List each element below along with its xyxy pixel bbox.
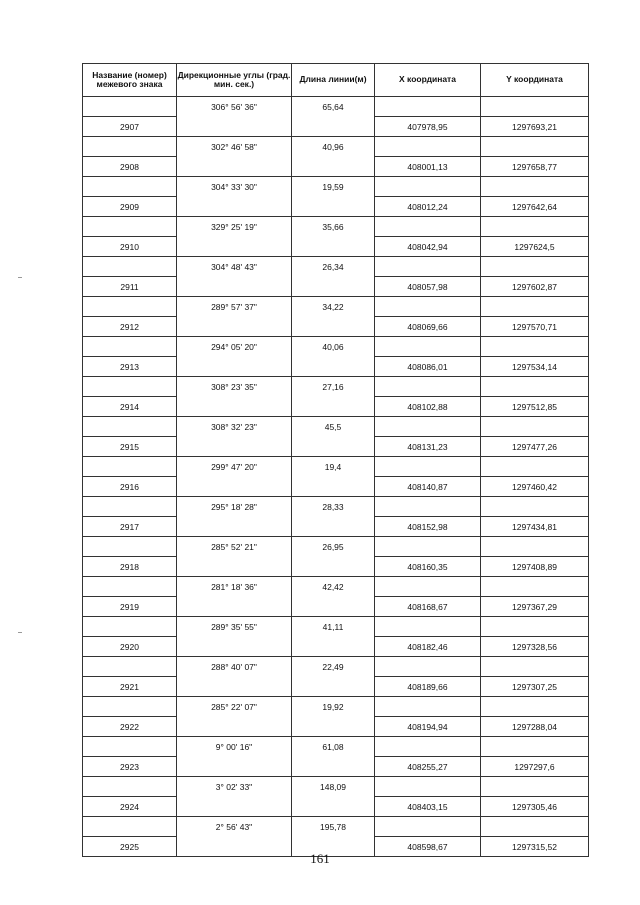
cell-x-coordinate: 408001,13: [375, 157, 481, 177]
cell-line-length: [292, 717, 375, 737]
table-row: [83, 637, 589, 657]
cell-direction-angle: 281° 18' 36": [177, 577, 292, 597]
cell-line-length: 45,5: [292, 417, 375, 437]
cell-direction-angle: [177, 797, 292, 817]
cell-direction-angle: 308° 32' 23": [177, 417, 292, 437]
cell-mark-name: [83, 777, 177, 797]
table-body: [83, 97, 589, 857]
table-row: [83, 357, 589, 377]
cell-mark-name: [83, 97, 177, 117]
table-row: [83, 177, 589, 197]
cell-y-coordinate: 1297642,64: [481, 197, 589, 217]
cell-mark-name: [83, 737, 177, 757]
cell-direction-angle: 308° 23' 35": [177, 377, 292, 397]
cell-y-coordinate: 1297307,25: [481, 677, 589, 697]
table-row: [83, 497, 589, 517]
cell-mark-name: 2912: [83, 317, 177, 337]
cell-y-coordinate: [481, 497, 589, 517]
cell-line-length: [292, 797, 375, 817]
cell-line-length: 35,66: [292, 217, 375, 237]
table-row: [83, 317, 589, 337]
cell-x-coordinate: 408160,35: [375, 557, 481, 577]
table-row: [83, 277, 589, 297]
cell-mark-name: [83, 457, 177, 477]
cell-mark-name: 2909: [83, 197, 177, 217]
cell-line-length: 22,49: [292, 657, 375, 677]
table-row: [83, 797, 589, 817]
cell-mark-name: 2918: [83, 557, 177, 577]
cell-x-coordinate: 408131,23: [375, 437, 481, 457]
cell-mark-name: [83, 177, 177, 197]
cell-y-coordinate: 1297658,77: [481, 157, 589, 177]
cell-x-coordinate: [375, 257, 481, 277]
cell-direction-angle: [177, 277, 292, 297]
cell-direction-angle: 304° 33' 30": [177, 177, 292, 197]
cell-mark-name: 2915: [83, 437, 177, 457]
cell-mark-name: [83, 537, 177, 557]
cell-x-coordinate: [375, 697, 481, 717]
cell-mark-name: [83, 497, 177, 517]
cell-line-length: [292, 237, 375, 257]
cell-direction-angle: [177, 477, 292, 497]
cell-direction-angle: [177, 517, 292, 537]
cell-line-length: [292, 117, 375, 137]
table-row: [83, 97, 589, 117]
table-row: [83, 137, 589, 157]
cell-direction-angle: [177, 597, 292, 617]
cell-y-coordinate: 1297512,85: [481, 397, 589, 417]
cell-line-length: 26,95: [292, 537, 375, 557]
cell-y-coordinate: [481, 577, 589, 597]
cell-direction-angle: 2° 56' 43": [177, 817, 292, 837]
cell-direction-angle: 285° 22' 07": [177, 697, 292, 717]
cell-y-coordinate: [481, 217, 589, 237]
cell-direction-angle: [177, 557, 292, 577]
cell-direction-angle: [177, 197, 292, 217]
cell-direction-angle: 289° 35' 55": [177, 617, 292, 637]
cell-x-coordinate: [375, 297, 481, 317]
cell-line-length: 42,42: [292, 577, 375, 597]
table-row: [83, 377, 589, 397]
cell-x-coordinate: 408057,98: [375, 277, 481, 297]
header-line-length: Длина линии(м): [292, 64, 375, 97]
cell-x-coordinate: 408102,88: [375, 397, 481, 417]
cell-y-coordinate: 1297570,71: [481, 317, 589, 337]
table-row: [83, 157, 589, 177]
cell-y-coordinate: 1297315,52: [481, 837, 589, 857]
header-y-coordinate: Y координата: [481, 64, 589, 97]
cell-line-length: 65,64: [292, 97, 375, 117]
cell-x-coordinate: 408042,94: [375, 237, 481, 257]
table-row: [83, 397, 589, 417]
table-row: [83, 297, 589, 317]
cell-y-coordinate: [481, 617, 589, 637]
cell-mark-name: 2910: [83, 237, 177, 257]
cell-y-coordinate: [481, 537, 589, 557]
cell-line-length: [292, 557, 375, 577]
cell-x-coordinate: 408194,94: [375, 717, 481, 737]
cell-x-coordinate: [375, 497, 481, 517]
cell-direction-angle: [177, 397, 292, 417]
cell-x-coordinate: 408012,24: [375, 197, 481, 217]
cell-line-length: [292, 437, 375, 457]
table-row: [83, 217, 589, 237]
cell-direction-angle: 3° 02' 33": [177, 777, 292, 797]
cell-mark-name: [83, 377, 177, 397]
cell-line-length: [292, 157, 375, 177]
cell-y-coordinate: 1297624,5: [481, 237, 589, 257]
cell-x-coordinate: [375, 337, 481, 357]
boundary-coordinates-table: [82, 63, 589, 857]
cell-line-length: [292, 677, 375, 697]
cell-direction-angle: 285° 52' 21": [177, 537, 292, 557]
cell-x-coordinate: 408069,66: [375, 317, 481, 337]
cell-y-coordinate: [481, 97, 589, 117]
cell-line-length: [292, 397, 375, 417]
table-row: [83, 417, 589, 437]
cell-mark-name: [83, 297, 177, 317]
header-mark-name: Название (номер) межевого знака: [83, 64, 177, 97]
cell-line-length: 19,4: [292, 457, 375, 477]
cell-mark-name: [83, 137, 177, 157]
cell-line-length: [292, 637, 375, 657]
cell-y-coordinate: [481, 177, 589, 197]
cell-line-length: 19,92: [292, 697, 375, 717]
cell-direction-angle: [177, 437, 292, 457]
cell-line-length: 26,34: [292, 257, 375, 277]
cell-y-coordinate: [481, 457, 589, 477]
cell-y-coordinate: [481, 257, 589, 277]
table-row: [83, 457, 589, 477]
cell-x-coordinate: 408086,01: [375, 357, 481, 377]
cell-x-coordinate: [375, 217, 481, 237]
cell-mark-name: 2925: [83, 837, 177, 857]
cell-mark-name: 2908: [83, 157, 177, 177]
cell-mark-name: 2924: [83, 797, 177, 817]
cell-direction-angle: [177, 117, 292, 137]
cell-direction-angle: 9° 00' 16": [177, 737, 292, 757]
cell-mark-name: 2907: [83, 117, 177, 137]
cell-x-coordinate: 408152,98: [375, 517, 481, 537]
cell-mark-name: [83, 617, 177, 637]
binding-mark: [18, 277, 22, 278]
cell-y-coordinate: 1297477,26: [481, 437, 589, 457]
table-row: [83, 677, 589, 697]
cell-y-coordinate: 1297434,81: [481, 517, 589, 537]
table-row: [83, 117, 589, 137]
cell-x-coordinate: [375, 417, 481, 437]
cell-x-coordinate: 408140,87: [375, 477, 481, 497]
table-row: [83, 237, 589, 257]
cell-direction-angle: [177, 637, 292, 657]
cell-y-coordinate: 1297460,42: [481, 477, 589, 497]
cell-line-length: [292, 197, 375, 217]
cell-x-coordinate: [375, 737, 481, 757]
cell-x-coordinate: 408189,66: [375, 677, 481, 697]
table-row: [83, 717, 589, 737]
cell-mark-name: 2922: [83, 717, 177, 737]
cell-direction-angle: [177, 317, 292, 337]
cell-y-coordinate: 1297297,6: [481, 757, 589, 777]
table-row: [83, 337, 589, 357]
table-row: [83, 197, 589, 217]
table-row: [83, 817, 589, 837]
cell-mark-name: 2911: [83, 277, 177, 297]
cell-mark-name: [83, 417, 177, 437]
cell-y-coordinate: 1297328,56: [481, 637, 589, 657]
table-row: [83, 737, 589, 757]
cell-line-length: 195,78: [292, 817, 375, 837]
cell-line-length: 34,22: [292, 297, 375, 317]
cell-line-length: 19,59: [292, 177, 375, 197]
cell-mark-name: [83, 337, 177, 357]
cell-x-coordinate: [375, 457, 481, 477]
table-row: [83, 257, 589, 277]
cell-y-coordinate: [481, 697, 589, 717]
cell-line-length: 28,33: [292, 497, 375, 517]
table-header-row: [83, 64, 589, 97]
cell-line-length: [292, 277, 375, 297]
cell-direction-angle: [177, 757, 292, 777]
cell-line-length: 40,96: [292, 137, 375, 157]
page-number: 161: [310, 851, 330, 866]
cell-mark-name: 2923: [83, 757, 177, 777]
cell-y-coordinate: 1297408,89: [481, 557, 589, 577]
cell-x-coordinate: 408168,67: [375, 597, 481, 617]
cell-mark-name: 2913: [83, 357, 177, 377]
cell-direction-angle: [177, 237, 292, 257]
cell-line-length: 27,16: [292, 377, 375, 397]
cell-y-coordinate: [481, 777, 589, 797]
table-row: [83, 777, 589, 797]
cell-mark-name: [83, 657, 177, 677]
table-row: [83, 517, 589, 537]
table-row: [83, 437, 589, 457]
cell-line-length: [292, 597, 375, 617]
cell-direction-angle: [177, 157, 292, 177]
cell-mark-name: 2917: [83, 517, 177, 537]
cell-direction-angle: [177, 677, 292, 697]
cell-line-length: 61,08: [292, 737, 375, 757]
cell-y-coordinate: 1297693,21: [481, 117, 589, 137]
cell-direction-angle: 304° 48' 43": [177, 257, 292, 277]
cell-x-coordinate: [375, 97, 481, 117]
cell-y-coordinate: 1297288,04: [481, 717, 589, 737]
cell-y-coordinate: [481, 297, 589, 317]
cell-line-length: 40,06: [292, 337, 375, 357]
cell-line-length: [292, 317, 375, 337]
cell-mark-name: 2920: [83, 637, 177, 657]
cell-y-coordinate: [481, 337, 589, 357]
cell-y-coordinate: [481, 137, 589, 157]
cell-x-coordinate: [375, 817, 481, 837]
cell-x-coordinate: [375, 377, 481, 397]
cell-x-coordinate: [375, 617, 481, 637]
cell-line-length: [292, 517, 375, 537]
table-row: [83, 657, 589, 677]
table-row: [83, 757, 589, 777]
cell-y-coordinate: 1297602,87: [481, 277, 589, 297]
cell-mark-name: 2916: [83, 477, 177, 497]
cell-y-coordinate: [481, 417, 589, 437]
cell-line-length: [292, 477, 375, 497]
cell-x-coordinate: 408255,27: [375, 757, 481, 777]
table-row: [83, 577, 589, 597]
table-row: [83, 697, 589, 717]
cell-x-coordinate: 408182,46: [375, 637, 481, 657]
cell-direction-angle: 306° 56' 36": [177, 97, 292, 117]
cell-x-coordinate: [375, 537, 481, 557]
cell-line-length: [292, 357, 375, 377]
header-direction-angle: Дирекционные углы (град. мин. сек.): [177, 64, 292, 97]
cell-direction-angle: 295° 18' 28": [177, 497, 292, 517]
cell-y-coordinate: [481, 377, 589, 397]
cell-x-coordinate: [375, 177, 481, 197]
cell-y-coordinate: [481, 657, 589, 677]
cell-x-coordinate: [375, 137, 481, 157]
cell-line-length: 148,09: [292, 777, 375, 797]
cell-mark-name: [83, 257, 177, 277]
cell-direction-angle: [177, 357, 292, 377]
cell-x-coordinate: [375, 577, 481, 597]
cell-direction-angle: 302° 46' 58": [177, 137, 292, 157]
cell-x-coordinate: [375, 657, 481, 677]
table-row: [83, 537, 589, 557]
cell-mark-name: [83, 817, 177, 837]
cell-y-coordinate: [481, 817, 589, 837]
cell-mark-name: [83, 697, 177, 717]
cell-y-coordinate: 1297305,46: [481, 797, 589, 817]
cell-x-coordinate: 408598,67: [375, 837, 481, 857]
cell-y-coordinate: 1297367,29: [481, 597, 589, 617]
cell-x-coordinate: 407978,95: [375, 117, 481, 137]
cell-direction-angle: 299° 47' 20": [177, 457, 292, 477]
cell-line-length: [292, 757, 375, 777]
table-row: [83, 617, 589, 637]
table-row: [83, 597, 589, 617]
cell-mark-name: [83, 217, 177, 237]
cell-line-length: 41,11: [292, 617, 375, 637]
cell-direction-angle: 294° 05' 20": [177, 337, 292, 357]
cell-mark-name: 2914: [83, 397, 177, 417]
cell-y-coordinate: [481, 737, 589, 757]
header-x-coordinate: X координата: [375, 64, 481, 97]
binding-mark: [18, 632, 22, 633]
cell-direction-angle: 289° 57' 37": [177, 297, 292, 317]
table-row: [83, 557, 589, 577]
cell-direction-angle: [177, 717, 292, 737]
cell-mark-name: 2921: [83, 677, 177, 697]
cell-mark-name: [83, 577, 177, 597]
cell-mark-name: 2919: [83, 597, 177, 617]
cell-x-coordinate: [375, 777, 481, 797]
cell-y-coordinate: 1297534,14: [481, 357, 589, 377]
cell-direction-angle: 288° 40' 07": [177, 657, 292, 677]
table-row: [83, 477, 589, 497]
cell-x-coordinate: 408403,15: [375, 797, 481, 817]
cell-direction-angle: 329° 25' 19": [177, 217, 292, 237]
